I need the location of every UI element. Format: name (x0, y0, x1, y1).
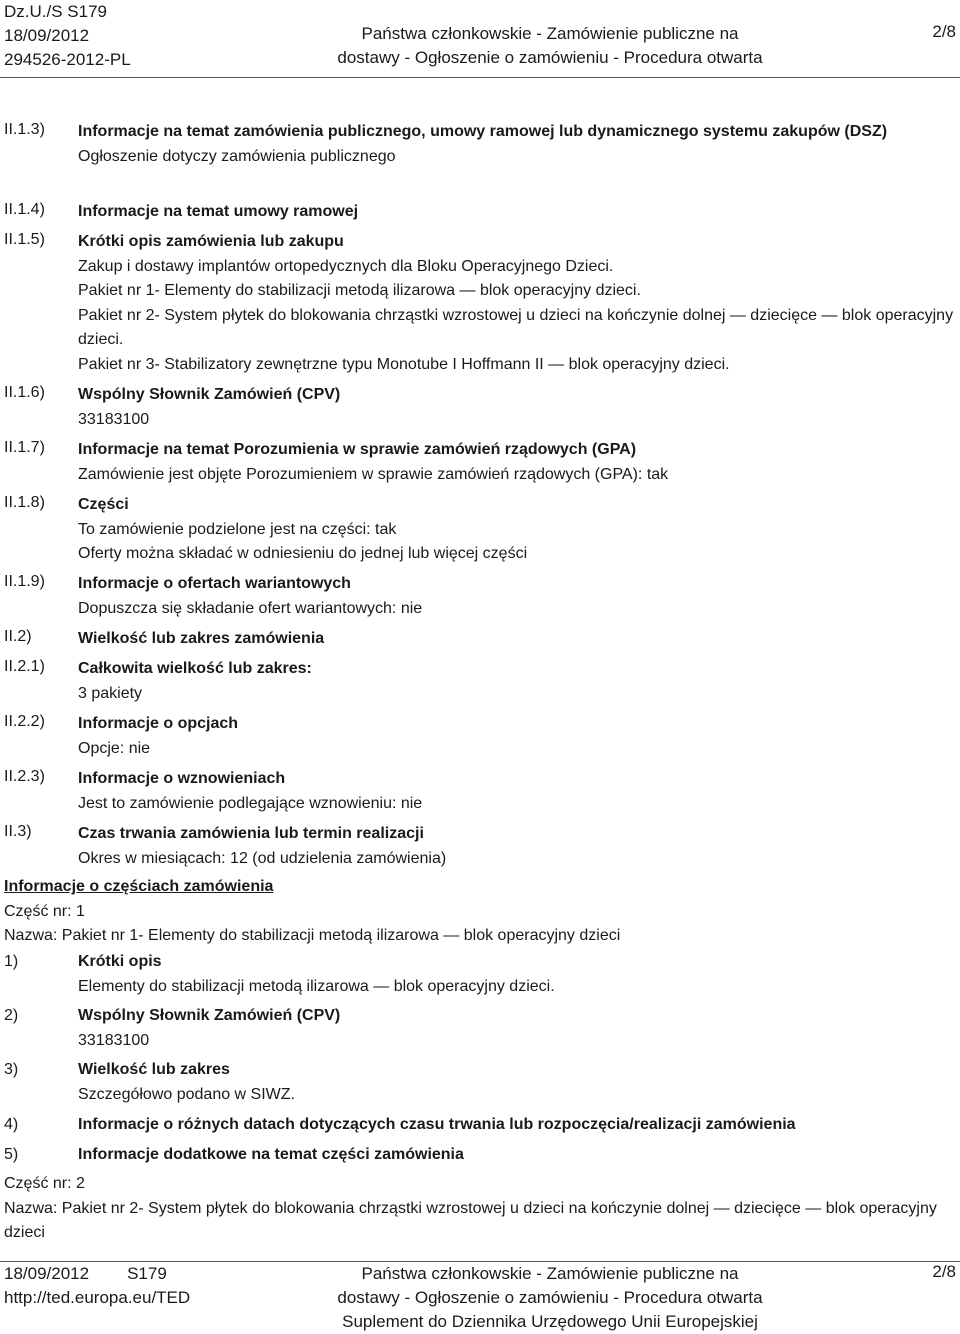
section-heading: Informacje na temat umowy ramowej (78, 203, 359, 220)
section-body (78, 493, 956, 567)
part2-block (4, 1172, 956, 1246)
section-text: 33183100 (78, 410, 150, 428)
section-text: Pakiet nr 2- System płytek do blokowania chrząstki wzrostowej u dzieci na kończynie dolnej — dziecięce — blok operacyjny dzieci. (78, 306, 954, 348)
header-title-1: Państwa członkowskie - Zamówienie publiczne na (361, 24, 739, 43)
notice-number: 294526-2012-PL (4, 50, 131, 69)
header-left (4, 0, 131, 72)
part-item-body (78, 1004, 956, 1053)
section-text: Jest to zamówienie podlegające wznowieniu: nie (78, 794, 423, 812)
part-item-body (78, 1058, 956, 1107)
section-number: II.2) (4, 628, 32, 645)
section-number: II.1.9) (4, 573, 45, 590)
section-text: To zamówienie podzielone jest na części: tak (78, 520, 397, 538)
section-text: Zakup i dostawy implantów ortopedycznych dla Bloku Operacyjnego Dzieci. (78, 257, 614, 275)
section-number: II.1.3) (4, 121, 45, 138)
footer-title-1: Państwa członkowskie - Zamówienie publiczne na (361, 1264, 739, 1283)
header-title-2: dostawy - Ogłoszenie o zamówieniu - Procedura otwarta (337, 48, 763, 67)
section-body (78, 230, 956, 377)
section-heading: Informacje na temat zamówienia publicznego, umowy ramowej lub dynamicznego systemu zakupów (DSZ) (78, 123, 888, 140)
footer-page-number: 2/8 (932, 1262, 956, 1281)
part-item-body (78, 1143, 956, 1168)
section-number: II.3) (4, 823, 32, 840)
parts-heading: Informacje o częściach zamówienia (4, 878, 274, 895)
footer-title-2: dostawy - Ogłoszenie o zamówieniu - Procedura otwarta (337, 1288, 763, 1307)
footer-issue: S179 (127, 1264, 167, 1283)
section-text: Pakiet nr 3- Stabilizatory zewnętrzne typu Monotube I Hoffmann II — blok operacyjny dzieci. (78, 355, 730, 373)
section-heading: Części (78, 496, 129, 513)
part-item-title: Informacje o różnych datach dotyczących czasu trwania lub rozpoczęcia/realizacji zamówienia (78, 1116, 796, 1133)
section-heading: Informacje o ofertach wariantowych (78, 575, 351, 592)
section-heading: Całkowita wielkość lub zakres: (78, 660, 312, 677)
section-heading: Czas trwania zamówienia lub termin realizacji (78, 825, 424, 842)
section-body (78, 438, 956, 487)
header-date: 18/09/2012 (4, 26, 90, 45)
section-text: Ogłoszenie dotyczy zamówienia publicznego (78, 147, 396, 165)
part1-name: Nazwa: Pakiet nr 1- Elementy do stabilizacji metodą ilizarowa — blok operacyjny dzieci (4, 927, 621, 944)
section-text: Opcje: nie (78, 739, 151, 757)
footer-url: http://ted.europa.eu/TED (4, 1288, 191, 1307)
section-number: II.1.5) (4, 231, 45, 248)
section-heading: Krótki opis zamówienia lub zakupu (78, 233, 344, 250)
part-item-title: Krótki opis (78, 953, 162, 970)
part-item-text: 33183100 (78, 1031, 150, 1049)
part-item-number: 4) (4, 1116, 19, 1133)
section-heading: Informacje o wznowieniach (78, 770, 286, 787)
section-body (78, 200, 956, 225)
header-rule (0, 77, 960, 78)
section-text: Dopuszcza się składanie ofert wariantowych: nie (78, 599, 423, 617)
section-heading: Informacje o opcjach (78, 715, 239, 732)
part-item-text: Szczegółowo podano w SIWZ. (78, 1085, 295, 1103)
header-page-number: 2/8 (932, 22, 956, 41)
footer-date: 18/09/2012 (4, 1264, 90, 1283)
part-item-number: 5) (4, 1146, 19, 1163)
footer-title-3: Suplement do Dziennika Urzędowego Unii Europejskiej (342, 1312, 758, 1331)
section-body (78, 657, 956, 706)
section-number: II.2.2) (4, 713, 45, 730)
section-text: Oferty można składać w odniesieniu do jednej lub więcej części (78, 545, 528, 562)
part-item-title: Wielkość lub zakres (78, 1061, 230, 1078)
section-body (78, 383, 956, 432)
section-body (78, 572, 956, 621)
footer-center (250, 1262, 850, 1334)
section-text: Zamówienie jest objęte Porozumieniem w sprawie zamówień rządowych (GPA): tak (78, 465, 669, 483)
section-body (78, 627, 956, 652)
section-text: Pakiet nr 1- Elementy do stabilizacji metodą ilizarowa — blok operacyjny dzieci. (78, 282, 641, 299)
section-number: II.2.1) (4, 658, 45, 675)
section-heading: Wspólny Słownik Zamówień (CPV) (78, 386, 341, 403)
section-number: II.1.7) (4, 439, 45, 456)
part1-number: Część nr: 1 (4, 902, 85, 920)
part-item-number: 3) (4, 1061, 19, 1078)
section-text: 3 pakiety (78, 684, 143, 702)
section-text: Okres w miesiącach: 12 (od udzielenia zamówienia) (78, 849, 447, 867)
section-body (78, 120, 956, 169)
section-body (78, 712, 956, 761)
header-center (250, 22, 850, 70)
section-number: II.1.6) (4, 384, 45, 401)
part-item-number: 2) (4, 1007, 19, 1024)
page-header (0, 0, 960, 78)
page-footer (0, 1262, 960, 1334)
footer-left (4, 1262, 190, 1310)
part-item-text: Elementy do stabilizacji metodą ilizarowa — blok operacyjny dzieci. (78, 977, 555, 995)
parts-block (4, 875, 956, 949)
part2-number: Część nr: 2 (4, 1175, 85, 1192)
part-item-body (78, 950, 956, 999)
part-item-title: Wspólny Słownik Zamówień (CPV) (78, 1007, 341, 1024)
section-number: II.1.4) (4, 201, 45, 218)
part-item-number: 1) (4, 953, 19, 970)
section-number: II.2.3) (4, 768, 45, 785)
section-heading: Informacje na temat Porozumienia w sprawie zamówień rządowych (GPA) (78, 441, 637, 458)
journal-ref: Dz.U./S S179 (4, 2, 107, 21)
section-number: II.1.8) (4, 494, 45, 511)
section-body (78, 822, 956, 871)
section-heading: Wielkość lub zakres zamówienia (78, 630, 325, 647)
part-item-title: Informacje dodatkowe na temat części zamówienia (78, 1146, 464, 1163)
section-body (78, 767, 956, 816)
part-item-body (78, 1113, 956, 1138)
part2-name: Nazwa: Pakiet nr 2- System płytek do blokowania chrząstki wzrostowej u dzieci na kończynie dolnej — dziecięce — blok operacyjny dzieci (4, 1199, 937, 1241)
